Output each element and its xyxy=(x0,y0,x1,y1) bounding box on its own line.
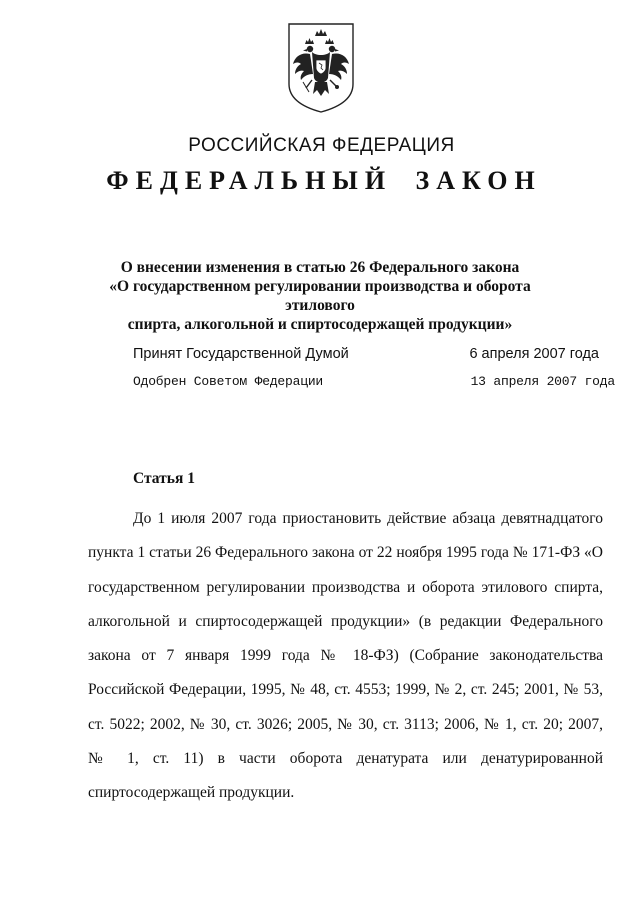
article-line: № 1, ст. 11) в части оборота денатурата или денатурированной xyxy=(88,750,603,768)
law-title-line: «О государственном регулировании производства и оборота этилового xyxy=(109,278,531,314)
article-line: спиртосодержащей продукции. xyxy=(88,784,295,802)
duma-adoption-date: 6 апреля 2007 года xyxy=(469,346,599,362)
article-line: алкогольной и спиртосодержащей продукции» (в редакции Федерального xyxy=(88,612,603,630)
article-line: пункта 1 статьи 26 Федерального закона от 22 ноября 1995 года № 171-ФЗ «О xyxy=(88,544,603,562)
article-line: До 1 июля 2007 года приостановить действие абзаца девятнадцатого xyxy=(133,510,603,527)
law-title-line: спирта, алкогольной и спиртосодержащей продукции» xyxy=(127,316,513,333)
duma-adoption-row xyxy=(133,346,601,362)
law-type-heading: ФЕДЕРАЛЬНЫЙ ЗАКОН xyxy=(106,166,542,195)
council-approval-label: Одобрен Советом Федерации xyxy=(133,374,324,389)
article-line: государственном регулировании производства и оборота этилового спирта, xyxy=(88,578,603,596)
country-name: РОССИЙСКАЯ ФЕДЕРАЦИЯ xyxy=(188,135,455,156)
law-title-line: О внесении изменения в статью 26 Федерального закона xyxy=(120,259,520,276)
council-approval-date: 13 апреля 2007 года xyxy=(470,374,615,389)
article-body xyxy=(88,502,603,811)
law-title xyxy=(90,258,550,334)
article-line: Российской Федерации, 1995, № 48, ст. 4553; 1999, № 2, ст. 245; 2001, № 53, xyxy=(88,681,603,699)
article-line: закона от 7 января 1999 года № 18-ФЗ) (Собрание законодательства xyxy=(88,647,603,665)
council-approval-row xyxy=(133,374,615,389)
article-line: ст. 5022; 2002, № 30, ст. 3026; 2005, № 30, ст. 3113; 2006, № 1, ст. 20; 2007, xyxy=(88,715,603,733)
duma-adoption-label: Принят Государственной Думой xyxy=(133,346,349,362)
coat-of-arms-icon xyxy=(286,22,356,114)
article-heading: Статья 1 xyxy=(133,470,195,487)
